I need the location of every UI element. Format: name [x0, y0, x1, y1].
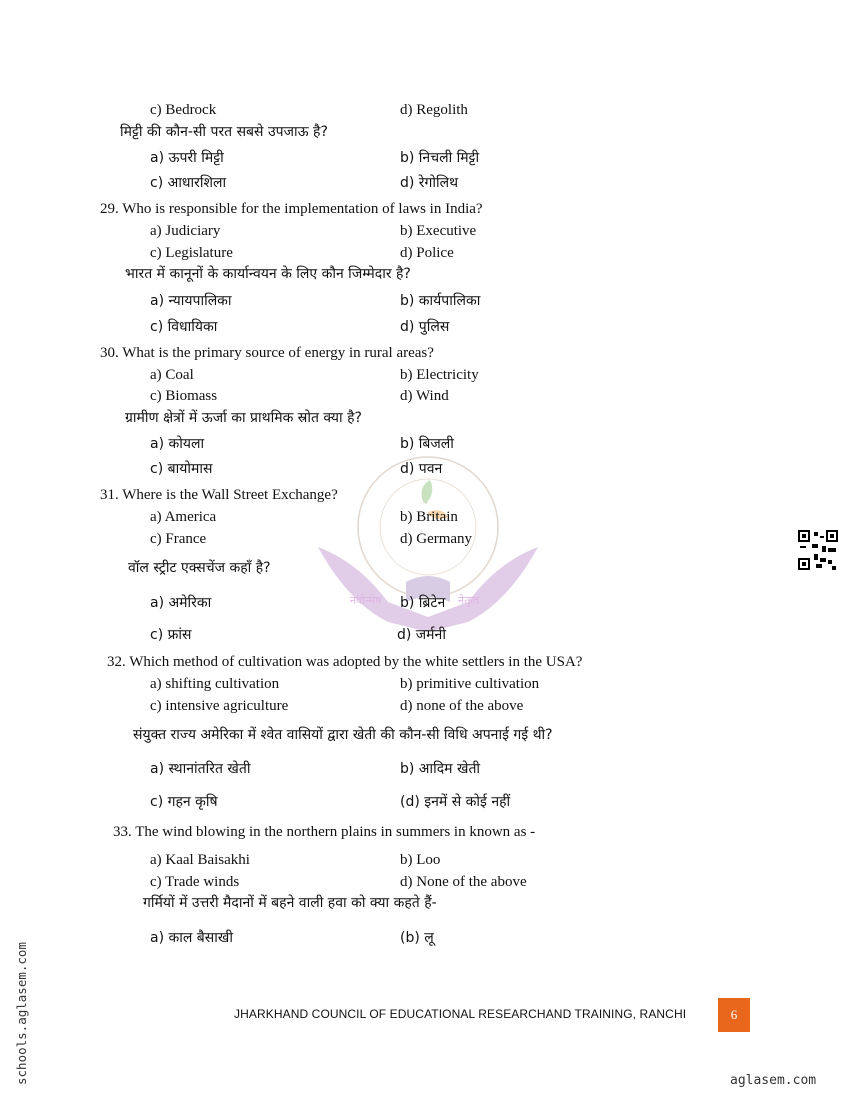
question-30: 30. What is the primary source of energy in rural areas? — [100, 345, 434, 361]
side-watermark-url: schools.aglasem.com — [14, 942, 29, 1085]
option-c: c) Bedrock — [150, 102, 217, 118]
option-c: c) France — [150, 531, 207, 547]
option-b: b) Electricity — [400, 367, 479, 383]
option-d: d) none of the above — [400, 698, 524, 714]
option-hi-a: a) काल बैसाखी — [150, 930, 233, 946]
option-d: d) Regolith — [400, 102, 468, 118]
question-31-hindi: वॉल स्ट्रीट एक्सचेंज कहाँ है? — [128, 560, 271, 576]
option-d: d) None of the above — [400, 874, 527, 890]
option-hi-d: d) पवन — [400, 461, 443, 477]
option-hi-a: a) अमेरिका — [150, 595, 212, 611]
question-33-hindi: गर्मियों में उत्तरी मैदानों में बहने वाली हवा को क्या कहते हैं- — [143, 895, 437, 911]
option-hi-c: c) बायोमास — [150, 461, 213, 477]
page-number: 6 — [718, 998, 750, 1032]
option-hi-c: c) फ्रांस — [150, 627, 192, 643]
option-d: d) Germany — [400, 531, 473, 547]
option-d: d) Police — [400, 245, 454, 261]
option-hi-b: b) बिजली — [400, 436, 454, 452]
option-b: b) Executive — [400, 223, 477, 239]
option-a: a) Kaal Baisakhi — [150, 852, 250, 868]
option-hi-d: d) जर्मनी — [397, 627, 446, 643]
qr-code-icon — [798, 530, 838, 570]
option-d: d) Wind — [400, 388, 449, 404]
question-31: 31. Where is the Wall Street Exchange? — [100, 487, 338, 503]
question-32: 32. Which method of cultivation was adopted by the white settlers in the USA? — [107, 654, 583, 670]
option-a: a) America — [150, 509, 217, 525]
option-hi-b: b) आदिम खेती — [400, 761, 481, 777]
option-b: b) primitive cultivation — [400, 676, 540, 692]
option-a: a) shifting cultivation — [150, 676, 280, 692]
option-c: c) Trade winds — [150, 874, 240, 890]
option-hi-d: d) रेगोलिथ — [400, 175, 459, 191]
option-hi-a: a) ऊपरी मिट्टी — [150, 150, 224, 166]
option-c: c) Biomass — [150, 388, 218, 404]
option-a: a) Judiciary — [150, 223, 221, 239]
question-29-hindi: भारत में कानूनों के कार्यान्वयन के लिए कौन जिम्मेदार है? — [125, 266, 411, 282]
option-hi-b: b) ब्रिटेन — [400, 595, 446, 611]
option-hi-c: c) गहन कृषि — [150, 794, 218, 810]
option-hi-a: a) स्थानांतरित खेती — [150, 761, 251, 777]
option-c: c) intensive agriculture — [150, 698, 289, 714]
option-c: c) Legislature — [150, 245, 233, 261]
footer-council-name: JHARKHAND COUNCIL OF EDUCATIONAL RESEARCHAND TRAINING, RANCHI — [234, 1007, 687, 1021]
option-hi-d: d) पुलिस — [400, 319, 450, 335]
option-hi-a: a) कोयला — [150, 436, 205, 452]
question-29: 29. Who is responsible for the implementation of laws in India? — [100, 201, 483, 217]
watermark-text-left: नवोन्मेष — [350, 594, 382, 607]
option-hi-c: c) विधायिका — [150, 319, 218, 335]
question-hindi: मिट्टी की कौन-सी परत सबसे उपजाऊ है? — [120, 124, 328, 140]
bottom-watermark-url: aglasem.com — [730, 1073, 817, 1088]
option-hi-c: c) आधारशिला — [150, 175, 227, 191]
question-33: 33. The wind blowing in the northern plains in summers in known as - — [113, 824, 536, 840]
option-hi-b: b) निचली मिट्टी — [400, 150, 480, 166]
option-hi-b: (b) लू — [400, 930, 434, 946]
watermark-text-right: नेतृत्व — [458, 594, 480, 607]
option-b: b) Britain — [400, 509, 458, 525]
option-b: b) Loo — [400, 852, 441, 868]
option-hi-d: (d) इनमें से कोई नहीं — [400, 794, 511, 810]
question-30-hindi: ग्रामीण क्षेत्रों में ऊर्जा का प्राथमिक स्रोत क्या है? — [125, 410, 362, 426]
option-hi-b: b) कार्यपालिका — [400, 293, 481, 309]
question-32-hindi: संयुक्त राज्य अमेरिका में श्वेत वासियों द्वारा खेती की कौन-सी विधि अपनाई गई थी? — [133, 727, 553, 743]
option-hi-a: a) न्यायपालिका — [150, 293, 232, 309]
option-a: a) Coal — [150, 367, 194, 383]
